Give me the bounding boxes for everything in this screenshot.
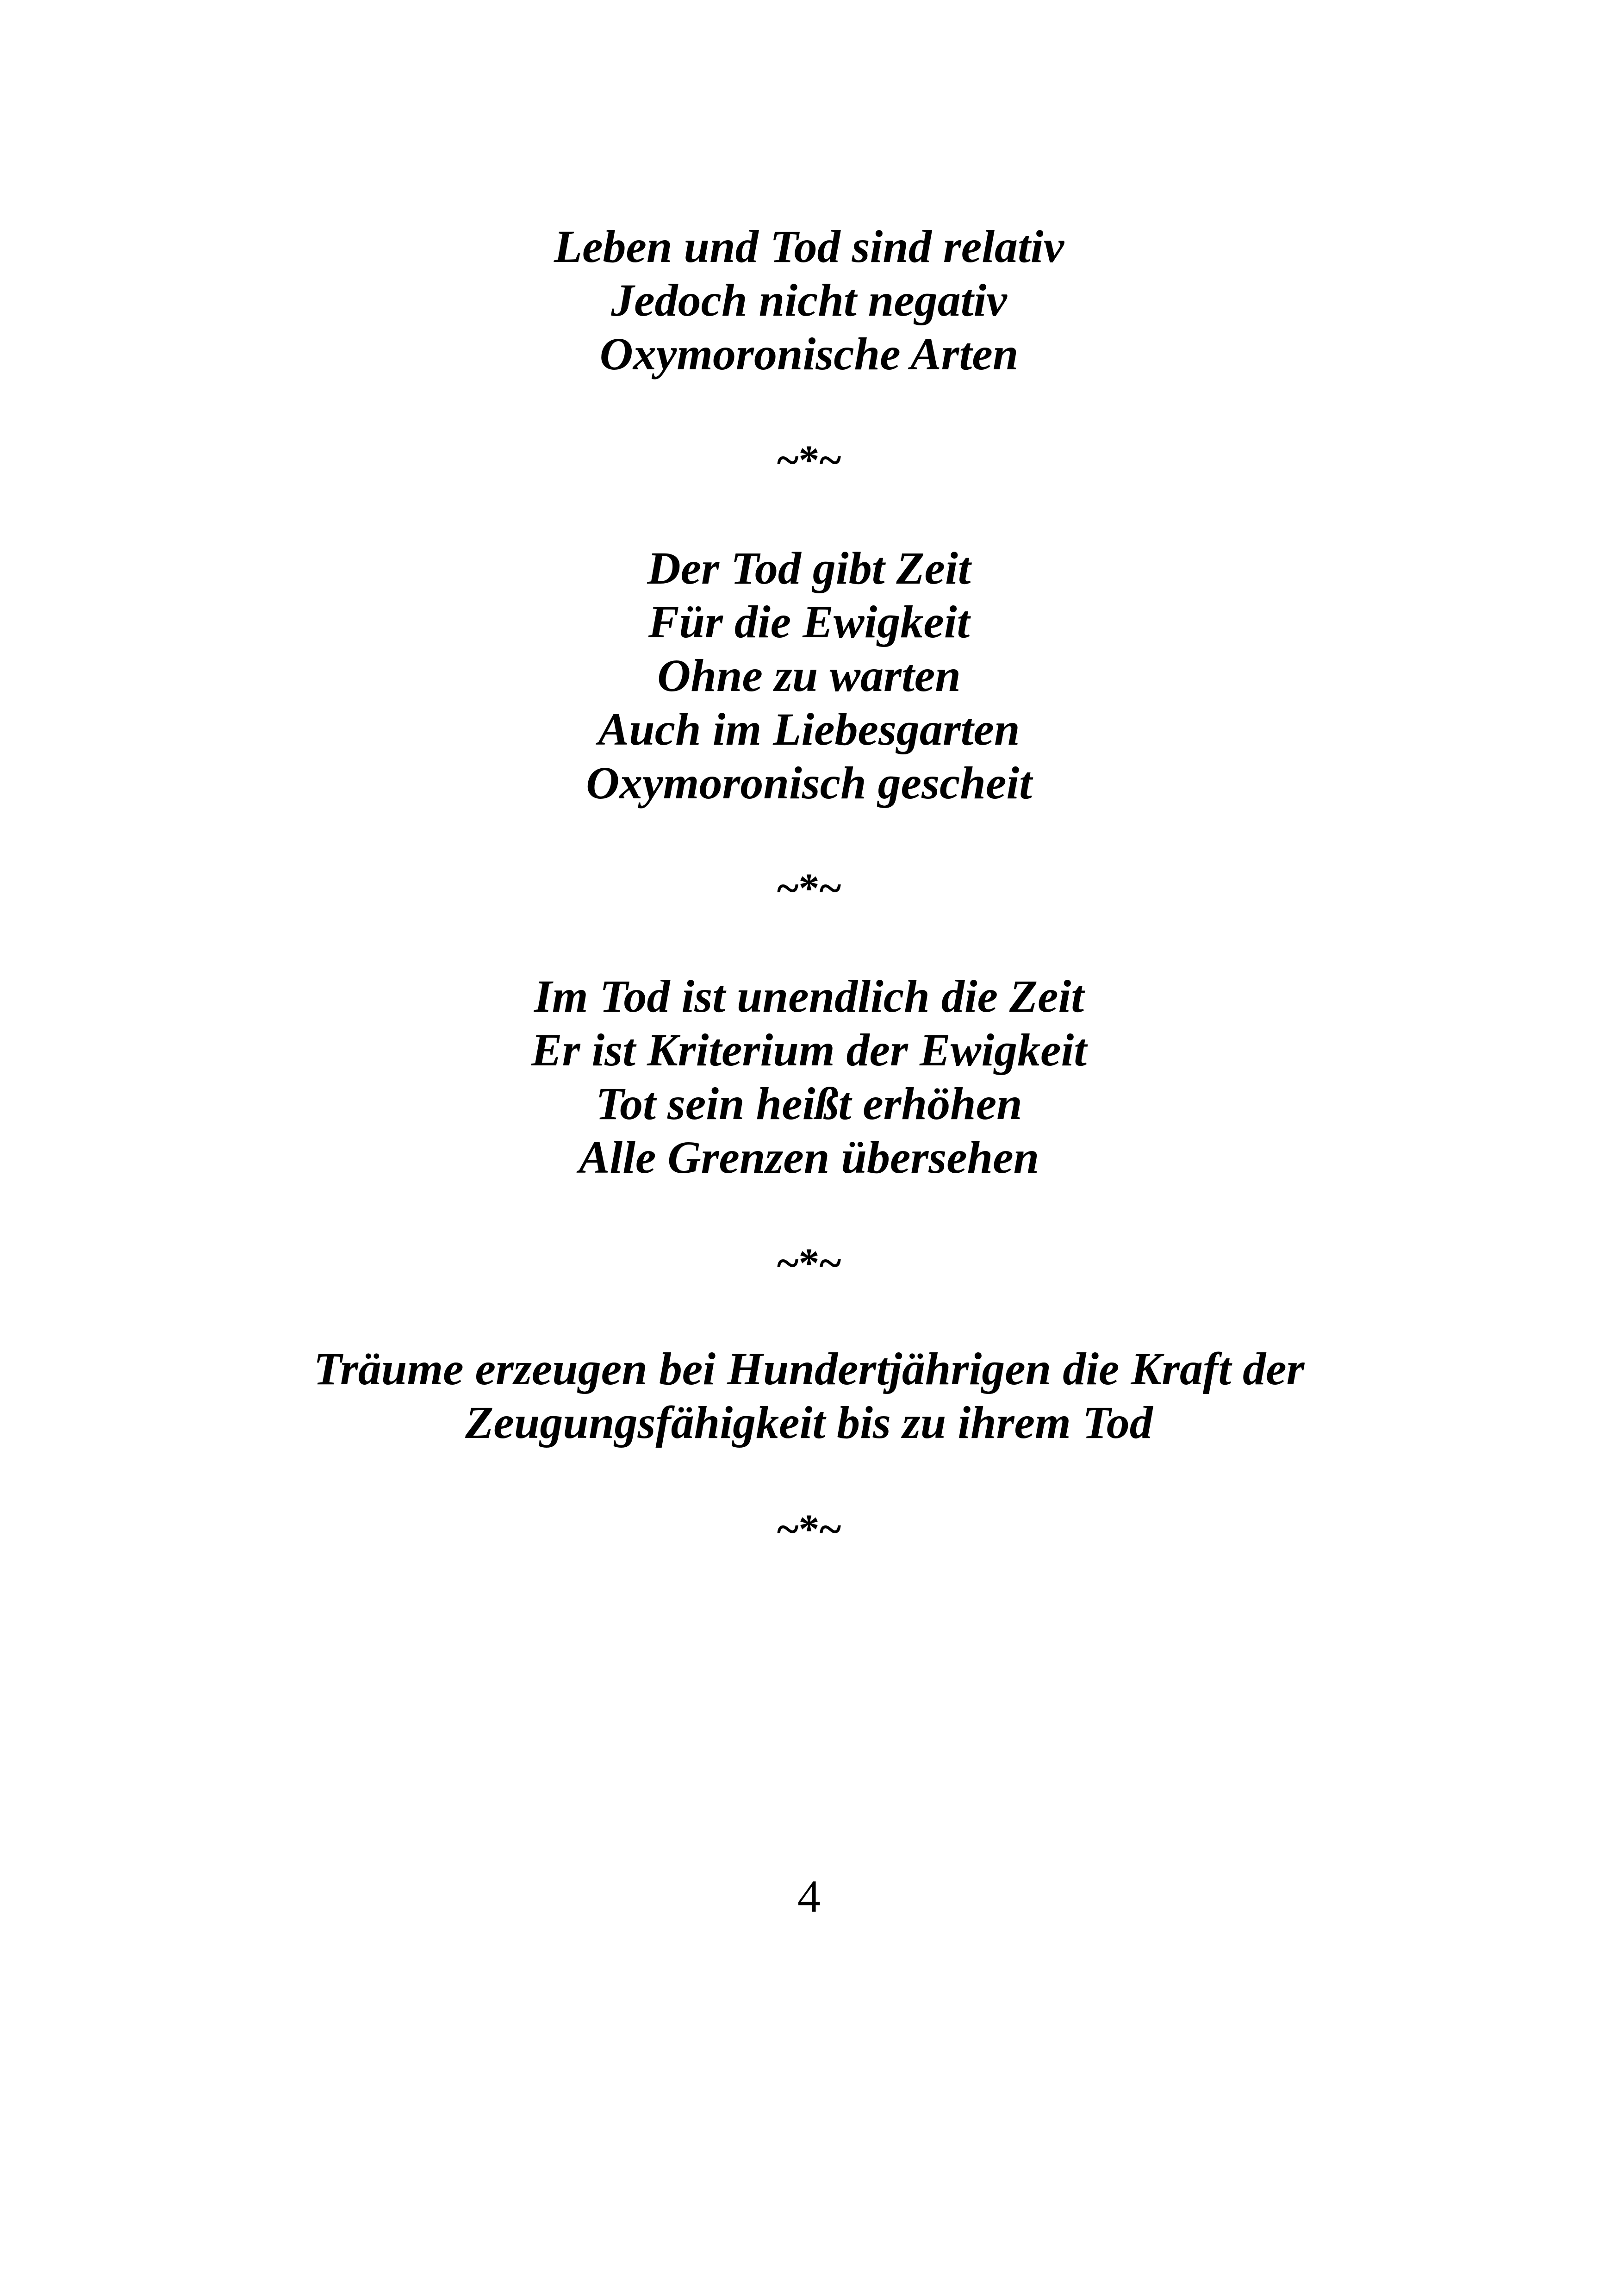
stanza-2-line-4: Auch im Liebesgarten (598, 703, 1020, 755)
separator-2: ~*~ (777, 865, 841, 911)
separator-1: ~*~ (777, 437, 841, 483)
separator-3: ~*~ (777, 1240, 841, 1286)
stanza-2-line-2: Für die Ewigkeit (648, 596, 970, 647)
stanza-4-line-2: Zeugungsfähigkeit bis zu ihrem Tod (465, 1397, 1153, 1448)
stanza-3-line-4: Alle Grenzen übersehen (579, 1132, 1039, 1183)
separator-4: ~*~ (777, 1506, 841, 1552)
stanza-3-line-3: Tot sein heißt erhöhen (596, 1078, 1022, 1129)
stanza-3-line-2: Er ist Kriterium der Ewigkeit (531, 1024, 1087, 1076)
stanza-2-line-3: Ohne zu warten (657, 650, 961, 701)
page-number: 4 (797, 1871, 821, 1922)
stanza-2-line-5: Oxymoronisch gescheit (586, 757, 1032, 809)
stanza-4-line-1: Träume erzeugen bei Hundertjährigen die Kraft der (313, 1343, 1305, 1394)
stanza-3-line-1: Im Tod ist unendlich die Zeit (534, 971, 1084, 1022)
stanza-1-line-3: Oxymoronische Arten (599, 328, 1019, 380)
stanza-1-line-2: Jedoch nicht negativ (611, 274, 1007, 326)
stanza-1-line-1: Leben und Tod sind relativ (554, 221, 1064, 272)
stanza-2-line-1: Der Tod gibt Zeit (647, 542, 971, 594)
